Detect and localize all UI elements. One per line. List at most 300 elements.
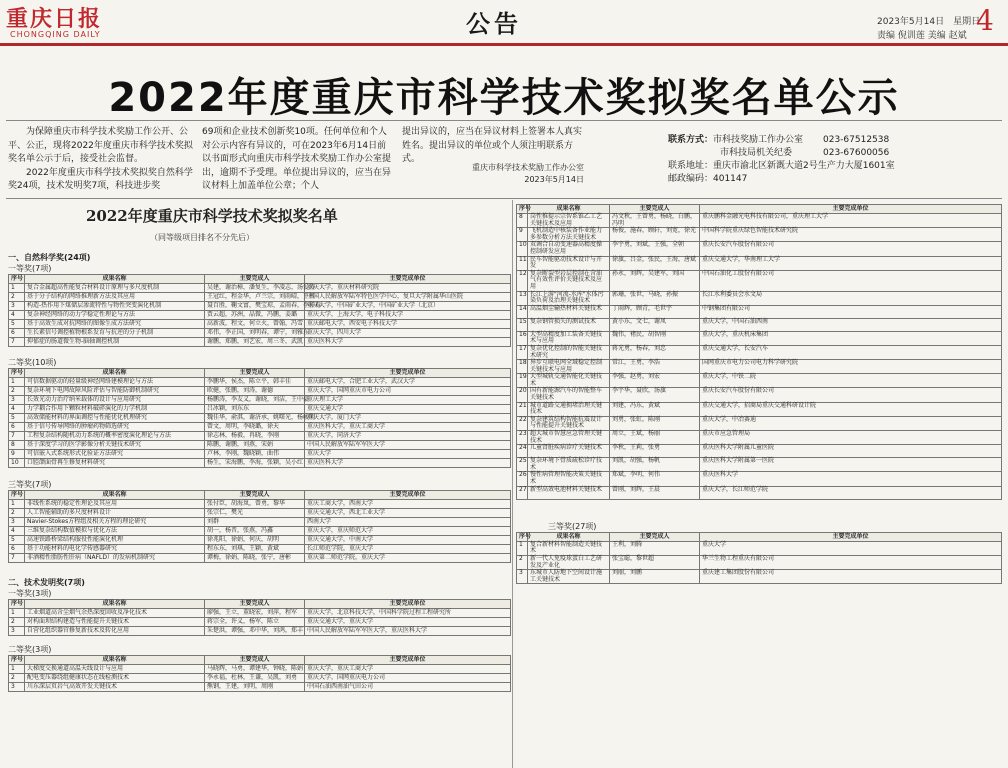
table-cell: 重庆大学，中国矿业大学，中国矿业大学（北京） (305, 302, 511, 311)
table-cell: 超大城市智慧应急管理关键技术 (528, 431, 610, 445)
contact-postcode: 邮政编码：401147 (668, 174, 748, 184)
table-cell: 配电变压器绕组健康状态在线检测技术 (25, 673, 205, 682)
table-cell: 重庆大学 (305, 449, 511, 458)
table-cell: 刘勇，张虹，陈刚 (610, 416, 700, 430)
table-cell: 郑斌，李明，何伟 (610, 472, 700, 486)
table-cell: 7 (9, 338, 25, 347)
table-header-cell: 主要完成人 (205, 275, 305, 284)
table-cell: 重庆交通大学，重庆大学 (305, 618, 511, 627)
table-cell: 复杂钢管损失的测试技术 (528, 318, 610, 331)
table-cell: 重庆医科大学 (305, 338, 511, 347)
table-cell: 重庆市应急管理局 (700, 431, 1002, 445)
table-cell: 复杂环境下电网故障风险评估与智能防御机制研究 (25, 386, 205, 395)
signing-date: 2023年5月14日 (524, 175, 584, 184)
table-cell: 重庆鹏科金融光电科技有限公司，重庆理工大学 (700, 214, 1002, 228)
table-cell: 张宝聪，黎世超 (610, 556, 700, 570)
contact-box (668, 134, 895, 186)
table-cell: 川东深层页岩气高效开发关键技术 (25, 682, 205, 691)
table-row (517, 388, 1002, 402)
contact-office: 市科技奖励工作办公室 (713, 135, 804, 145)
table-header-cell: 主要完成单位 (305, 491, 511, 500)
table-cell: 魏佳华，俞淇，谢济承，姚曙光，杨峻明 (205, 413, 305, 422)
table-row (9, 311, 511, 320)
table-cell: 慢性病管理智能决策关键技术 (528, 472, 610, 486)
table-cell: 常江，王勇，李浩 (610, 360, 700, 374)
table-cell: 重庆长安汽车股份有限公司 (700, 388, 1002, 402)
table-cell: 重庆大学，上海大学，电子科技大学 (305, 311, 511, 320)
table-cell: 3 (9, 518, 25, 527)
table-cell: 复杂优化控制的智能关键技术研究 (528, 345, 610, 359)
table-cell: 国网重庆市电力公司电力科学研究院 (700, 360, 1002, 374)
table-cell: 重庆大学，长江师范学院 (700, 486, 1002, 499)
table-header-cell: 序号 (9, 655, 25, 664)
table-cell: 10 (9, 458, 25, 467)
table-cell: 重庆大学，重庆师范大学 (305, 527, 511, 536)
main-headline: 2022年度重庆市科学技术奖拟奖名单公示 (108, 75, 900, 121)
table-cell: 中国人民解放军陆军军医大学 (305, 440, 511, 449)
table-cell: 基于深度学习的医学影像分析关键技术研究 (25, 440, 205, 449)
table-cell: 李永福，杜林，王谦，吴凯，刘勇 (205, 673, 305, 682)
table-cell: 5 (9, 320, 25, 329)
table-cell: 张宗仁，樊光 (205, 509, 305, 518)
table-row (9, 302, 511, 311)
award-category: 二、技术发明奖(7项) (8, 578, 85, 588)
table-cell: 魏伟，褚民，胡智刚 (610, 331, 700, 345)
table-cell: 李宇勇，刘斌，王强，全朝 (610, 242, 700, 256)
table-cell: 复合新材料智能制造关键技术 (528, 541, 610, 555)
table-cell: 重庆第二师范学院，重庆大学 (305, 554, 511, 563)
table-cell: 朱楚洪，谭强，邓中华，刘鸿，郑丰 (205, 627, 305, 636)
table-cell: 11 (517, 256, 528, 270)
award-table (8, 599, 511, 636)
table-cell: 重庆大学，国网重庆市电力公司 (305, 386, 511, 395)
table-cell: 程东东，刘琪，王颖，黄斌 (205, 545, 305, 554)
table-cell: 李秋，王莉，张勇 (610, 445, 700, 458)
table-cell: 大型城轨交通智能化关键技术 (528, 374, 610, 388)
table-cell: 黄小东，文七，谢凤 (610, 318, 700, 331)
list-title: 2022年度重庆市科学技术奖拟奖名单 (86, 207, 338, 225)
table-cell: 东城市人防地下空间设计施工关键技术 (528, 570, 610, 584)
table-cell: 重庆大学，北京科技大学，中国科学院过程工程研究所 (305, 609, 511, 618)
table-cell: 1 (517, 541, 528, 555)
table-cell: 曾文，周明，李晓璐，徐天 (205, 422, 305, 431)
table-header-cell: 序号 (517, 205, 528, 214)
table-cell: 中国科学院重庆绿色智能技术研究院 (700, 228, 1002, 242)
newspaper-logo: 重庆日报 (6, 6, 103, 32)
table-cell: 廖强，王立，董晓宏，刘萍，程军 (205, 609, 305, 618)
table-header-cell: 主要完成单位 (305, 275, 511, 284)
table-cell: 飞机制造中核装备作业能力多参数分析方法关键技术 (528, 228, 610, 242)
table-row (517, 345, 1002, 359)
table-cell: 生长素信号调控植物根系发育与抗逆的分子机制 (25, 329, 205, 338)
table-cell: 刘凯，胡强，杨帆 (610, 458, 700, 472)
table-cell: 胡一，杨晋，张燕，冯鑫 (205, 527, 305, 536)
table-row (9, 458, 511, 467)
award-grade: 二等奖(3项) (8, 644, 52, 654)
table-cell: 高新波，程文，何立火，曾翰，冯雪 (205, 320, 305, 329)
award-table (516, 204, 1002, 500)
table-cell: 重庆大学，中冶赛迪 (700, 416, 1002, 430)
table-cell: 12 (517, 270, 528, 291)
table-cell: 重庆医科大学附属儿童医院 (700, 445, 1002, 458)
table-cell: 李鹏华，侯杰，陈立平，韩丰佳 (205, 377, 305, 386)
table-header-cell: 成果名称 (528, 532, 610, 541)
table-cell: 徐志林，杨毅，冉晓，李刚 (205, 431, 305, 440)
table-cell: 3 (9, 302, 25, 311)
table-cell: 张付臣，胡海岚，曾勇，黎华 (205, 500, 305, 509)
table-cell: 24 (517, 445, 528, 458)
table-cell: 卢林，李刚，魏晓颖，曲伟 (205, 449, 305, 458)
table-cell: 2 (9, 618, 25, 627)
section-title: 公告 (466, 10, 522, 38)
table-cell: 重庆建工集团股份有限公司 (700, 570, 1002, 584)
table-header-cell: 成果名称 (528, 205, 610, 214)
table-cell: 李宇华，聂欣，汤旗 (610, 388, 700, 402)
table-cell: 重庆交通大学，中南大学 (305, 536, 511, 545)
table-cell: 构造-热作用下煤储层渗流特性与物性突变演化机制 (25, 302, 205, 311)
award-grade: 一等奖(7项) (8, 264, 52, 273)
contact-label: 联系方式： (668, 135, 714, 145)
table-cell: 长效光动力治疗纳米载体的设计与应用研究 (25, 395, 205, 404)
table-cell: 3 (9, 627, 25, 636)
table-cell: 岗性推提示宗智系锥乙工艺关键技术及应用 (528, 214, 610, 228)
table-cell: 邓伟，李正国，刘明春，谭宁，刘雅东 (205, 329, 305, 338)
table-row (9, 404, 511, 413)
table-row (517, 486, 1002, 499)
table-row (9, 618, 511, 627)
table-cell: Navier-Stokes方程组及相关方程的理论研究 (25, 518, 205, 527)
table-cell: 王利，刘腾 (610, 541, 700, 555)
table-cell: 7 (9, 554, 25, 563)
award-grade: 三等奖(7项) (8, 480, 52, 490)
table-cell: 刘建，冯东，黄斌 (610, 402, 700, 416)
newspaper-logo-subtitle: CHONGQING DAILY (10, 30, 101, 39)
table-row (517, 318, 1002, 331)
contact-office: 市科技局机关纪委 (720, 148, 793, 158)
table-cell: 重庆医科大学 (700, 472, 1002, 486)
table-cell: 工业烟道高含尘烟气余热深度回收及净化技术 (25, 609, 205, 618)
table-header-cell: 主要完成人 (205, 600, 305, 609)
contact-phone: 023-67600056 (823, 148, 890, 158)
table-cell: 25 (517, 458, 528, 472)
table-row (9, 377, 511, 386)
table-header-cell: 序号 (9, 275, 25, 284)
table-cell: 中国石油西南油气田公司 (305, 682, 511, 691)
table-cell: 重庆交通大学，招商局重庆交通科研设计院 (700, 402, 1002, 416)
contact-address: 联系地址：重庆市渝北区新溉大道2号生产力大厦1601室 (668, 161, 895, 171)
table-cell: 中钢集团有限公司 (700, 305, 1002, 318)
table-cell: 杨俊，施春，顾轩，刘宽，徐光 (610, 228, 700, 242)
table-cell: 人工智能辅助的多尺度材料设计 (25, 509, 205, 518)
table-row (517, 291, 1002, 305)
table-header-cell: 主要完成单位 (305, 600, 511, 609)
table-header-cell: 序号 (9, 600, 25, 609)
table-row (517, 541, 1002, 555)
table-cell: 丁雨辉，顾青，毛世宇 (610, 305, 700, 318)
table-cell: 26 (517, 472, 528, 486)
table-header-cell: 成果名称 (25, 600, 205, 609)
table-cell: 基于功能材料的电化学传感器研究 (25, 545, 205, 554)
table-cell: 10 (517, 242, 528, 256)
table-cell: 复合金属超高性能复合材料设计原理与多尺度机制 (25, 284, 205, 293)
table-cell: 高温烟尘输热材料关键技术 (528, 305, 610, 318)
table-cell: 2 (9, 293, 25, 302)
table-cell: 国有新能源汽车的智能整车关键技术 (528, 388, 610, 402)
table-cell: 口腔颌面骨再生修复材料研究 (25, 458, 205, 467)
table-cell: 刘丽，刘鹏 (610, 570, 700, 584)
table-row (9, 338, 511, 347)
table-cell: 蒋光勇，杨春，刘忠 (610, 345, 700, 359)
table-cell: 城市道路交通拥堵治理关键技术 (528, 402, 610, 416)
award-table (8, 655, 511, 692)
table-cell: 华兰生物工程重庆有限公司 (700, 556, 1002, 570)
table-cell: 中国人民解放军陆军军医大学，重庆医科大学 (305, 627, 511, 636)
intro-col-2 (202, 126, 392, 194)
table-cell: 23 (517, 431, 528, 445)
table-cell: 周立，王斌，杨丽 (610, 431, 700, 445)
table-row (9, 545, 511, 554)
table-cell: 21 (517, 402, 528, 416)
table-cell: 重庆交通大学，西北工业大学 (305, 509, 511, 518)
table-row (517, 416, 1002, 430)
table-row (517, 402, 1002, 416)
table-cell: 可信嵌入式系统形式化验证方法研究 (25, 449, 205, 458)
table-cell: 双调合自动变速器高精度操控制研发应用 (528, 242, 610, 256)
table-header-cell: 序号 (9, 491, 25, 500)
table-header-cell: 主要完成单位 (305, 655, 511, 664)
table-cell: 新一代人免疫球蛋白工艺研发及产业化 (528, 556, 610, 570)
table-cell: 重庆大学，四川大学 (305, 329, 511, 338)
table-cell: 大型高精度加工装备关键技术与应用 (528, 331, 610, 345)
table-cell: 重庆医科大学附属第一医院 (700, 458, 1002, 472)
table-cell: 复杂神经网络的动力学稳定性理论与方法 (25, 311, 205, 320)
table-cell: 3 (9, 395, 25, 404)
table-cell: 16 (517, 331, 528, 345)
section-rule (6, 198, 1002, 199)
table-cell: 重庆理工大学 (305, 395, 511, 404)
table-cell: 22 (517, 416, 528, 430)
table-cell: 20 (517, 388, 528, 402)
table-cell: 李强，赵勇，刘宏 (610, 374, 700, 388)
table-row (9, 500, 511, 509)
table-header-cell: 主要完成人 (610, 532, 700, 541)
signature-block (460, 162, 584, 186)
table-cell: 长江师范学院，重庆大学 (305, 545, 511, 554)
table-cell: 重庆大学，厦门大学 (305, 413, 511, 422)
table-cell: 欧健，张鹏，刘涛，谢德 (205, 386, 305, 395)
table-cell: 三维复杂结构数值模拟与优化方法 (25, 527, 205, 536)
table-row (517, 228, 1002, 242)
table-cell: 重庆大学，中铁二院 (700, 374, 1002, 388)
table-cell: 1 (9, 377, 25, 386)
table-row (9, 609, 511, 618)
table-cell: 27 (517, 486, 528, 499)
table-row (517, 270, 1002, 291)
table-cell: 长江水利委员会水文局 (700, 291, 1002, 305)
table-cell: 高效储能材料的界面调控与性能优化机理研究 (25, 413, 205, 422)
intro-paragraph: 为保障重庆市科学技术奖励工作公开、公平、公正，现将2022年度重庆市科学技术奖拟奖名单公示于后，接受社会监督。 (8, 127, 193, 164)
table-cell: 力学耦合作用下颗粒材料破碎演化的力学机制 (25, 404, 205, 413)
table-cell: 孙永，刘辉，吴建军，刘国 (610, 270, 700, 291)
table-header-cell: 序号 (517, 532, 528, 541)
table-row (517, 242, 1002, 256)
table-cell: 可信数据驱动的轻量级神经网络建模理论与方法 (25, 377, 205, 386)
issue-date: 2023年5月14日 星期日 (877, 17, 981, 27)
table-header-cell: 主要完成人 (610, 205, 700, 214)
table-cell: 王冠红，程金华，卢兰宗，刘雨晴，王根 (205, 293, 305, 302)
table-row (9, 440, 511, 449)
intro-col-1 (8, 126, 194, 194)
table-cell: 2 (517, 556, 528, 570)
table-cell: 复杂环境下骨质疏松诊疗技术 (528, 458, 610, 472)
table-cell: 2 (9, 509, 25, 518)
award-grade: 三等奖(27项) (548, 521, 597, 531)
table-cell: 基于分子结构的网络推理新方法及其应用 (25, 293, 205, 302)
table-cell: 吕冰颖，刘东东 (205, 404, 305, 413)
table-cell: 杨生，宋海鹏，李海，张颖，吴小红 (205, 458, 305, 467)
table-cell: 谢鹏，郑鹏，刘艺宏，周三冬，武凯 (205, 338, 305, 347)
table-row (9, 449, 511, 458)
table-row (9, 284, 511, 293)
table-cell: 长江上游"河流-水库"水体污染负荷及治理关键技术 (528, 291, 610, 305)
table-cell: 重庆长安汽车股份有限公司 (700, 242, 1002, 256)
table-cell: 重庆医科大学，重庆工商大学 (305, 422, 511, 431)
table-cell: 陈鹏，谢鹏，刘燕，宋娟 (205, 440, 305, 449)
intro-col-3 (402, 126, 588, 167)
table-cell: 中国人民解放军陆军特色医学中心，复旦大学附属华山医院 (305, 293, 511, 302)
table-header-row (9, 491, 511, 500)
table-cell: 对构面坝结构建造与性能提升关键技术 (25, 618, 205, 627)
table-cell: 18 (517, 360, 528, 374)
table-cell: 新型高效电池材料关键技术 (528, 486, 610, 499)
table-cell: 重庆大学，重庆工商大学 (305, 664, 511, 673)
table-cell: 7 (9, 431, 25, 440)
table-cell: 熊钢，王建，刘明，周刚 (205, 682, 305, 691)
table-cell: 西南大学 (305, 518, 511, 527)
table-header-cell: 主要完成单位 (305, 368, 511, 377)
table-header-cell: 主要完成人 (205, 368, 305, 377)
table-cell: 重庆交通大学，华南理工大学 (700, 256, 1002, 270)
table-row (9, 509, 511, 518)
table-cell: 刘群 (205, 518, 305, 527)
table-cell: 6 (9, 329, 25, 338)
table-cell: 曾刚，刘辉，王晨 (610, 486, 700, 499)
table-cell: 贾云超，苏洲，晶微，冯鹏，姜璐 (205, 311, 305, 320)
masthead (0, 0, 1008, 46)
table-row (9, 413, 511, 422)
table-cell: 4 (9, 404, 25, 413)
table-cell: 冯文秋，王曾勇，杨晓，白鹏，冯明 (610, 214, 700, 228)
table-cell: 6 (9, 545, 25, 554)
table-cell: 9 (9, 449, 25, 458)
table-row (517, 214, 1002, 228)
table-cell: 13 (517, 291, 528, 305)
award-grade: 一等奖(3项) (8, 589, 52, 599)
table-row (9, 627, 511, 636)
table-cell: 异步互联电网全域稳定控制关键技术与应用 (528, 360, 610, 374)
table-cell: 2 (9, 386, 25, 395)
table-header-cell: 成果名称 (25, 491, 205, 500)
intro-paragraph: 2022年度重庆市科学技术奖拟奖自然科学奖24项，技术发明奖7项，科技进步奖 (8, 167, 193, 191)
table-header-cell: 序号 (9, 368, 25, 377)
table-cell: 1 (9, 500, 25, 509)
table-cell: 徐旗，吕金，张民，王海，唐斌 (610, 256, 700, 270)
table-cell: 重庆大学，中国石油西南 (700, 318, 1002, 331)
table-row (9, 536, 511, 545)
table-row (9, 527, 511, 536)
table-cell: 工程复杂结构随机动力系统的概率密度演化理论与方法 (25, 431, 205, 440)
table-cell: 抑郁症的肠道微生物-脑轴调控机制 (25, 338, 205, 347)
table-cell: 重庆医科大学 (305, 458, 511, 467)
table-cell: 19 (517, 374, 528, 388)
table-cell: 6 (9, 422, 25, 431)
table-row (517, 256, 1002, 270)
table-header-cell: 主要完成单位 (700, 205, 1002, 214)
table-cell: 吴建，谢治樟，潘复生，李凌志，汤爱涛 (205, 284, 305, 293)
table-cell: 谭梅，徐娟，陈晓，张宁，唐彬 (205, 554, 305, 563)
table-cell: 杨鹏涛，李友义，谢晓，刘洁，王中豪 (205, 395, 305, 404)
table-cell: 8 (517, 214, 528, 228)
table-cell: 15 (517, 318, 528, 331)
table-cell: 中国石油化工股份有限公司 (700, 270, 1002, 291)
table-row (9, 293, 511, 302)
table-row (517, 570, 1002, 584)
table-row (517, 472, 1002, 486)
table-cell: 14 (517, 305, 528, 318)
table-row (9, 431, 511, 440)
table-row (517, 431, 1002, 445)
award-grade: 二等奖(10项) (8, 357, 57, 367)
table-cell: 4 (9, 311, 25, 320)
table-row (517, 305, 1002, 318)
table-header-cell: 主要完成人 (205, 491, 305, 500)
table-cell: 儿童肾脏疾病诊疗关键技术 (528, 445, 610, 458)
table-row (9, 554, 511, 563)
table-cell: 重庆大学，同济大学 (305, 431, 511, 440)
table-cell: 重庆大学 (700, 541, 1002, 555)
list-note: （同等级项目排名不分先后） (150, 233, 254, 242)
table-cell: 聂百胜，鞠文富，樊宝琼，孟雨春，李祥春 (205, 302, 305, 311)
table-cell: 复杂建筑结构智能抗震设计与性能提升关键技术 (528, 416, 610, 430)
table-cell: 大梯度交换通道高温天线设计与应用 (25, 664, 205, 673)
table-header-row (9, 275, 511, 284)
table-row (517, 360, 1002, 374)
table-header-cell: 主要完成人 (205, 655, 305, 664)
table-cell: 复杂断裂型岩层控制在含油气有效性评价关键技术及应用 (528, 270, 610, 291)
table-cell: 重庆邮电大学，合肥工业大学，武汉大学 (305, 377, 511, 386)
table-cell: 17 (517, 345, 528, 359)
table-header-row (9, 368, 511, 377)
table-header-cell: 主要完成单位 (700, 532, 1002, 541)
table-cell: 蒋宗全，许义，杨军，陈立 (205, 618, 305, 627)
signing-org: 重庆市科学技术奖励工作办公室 (472, 163, 584, 172)
table-cell: 1 (9, 284, 25, 293)
award-table (8, 274, 511, 347)
table-row (9, 673, 511, 682)
table-cell: 2 (9, 673, 25, 682)
table-header-row (9, 600, 511, 609)
award-table (8, 490, 511, 563)
table-cell: 9 (517, 228, 528, 242)
award-table (516, 532, 1002, 585)
table-cell: 重庆大学，重庆机床集团 (700, 331, 1002, 345)
column-divider (512, 200, 513, 768)
table-row (9, 329, 511, 338)
table-cell: 徐兆阳，徐娟，何庆，胡明 (205, 536, 305, 545)
table-cell: 3 (517, 570, 528, 584)
table-header-cell: 成果名称 (25, 275, 205, 284)
table-row (517, 556, 1002, 570)
